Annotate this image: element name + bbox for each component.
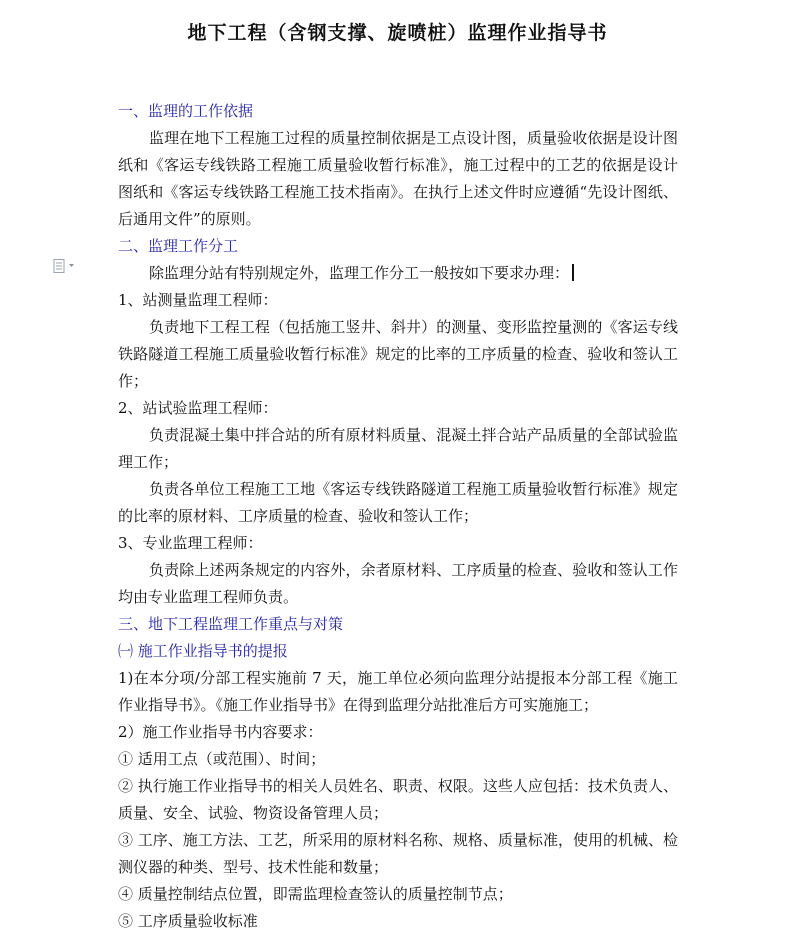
document-title: 地下工程（含钢支撑、旋喷桩）监理作业指导书 [187, 22, 608, 44]
body-paragraph [118, 746, 678, 773]
body-paragraph [118, 476, 678, 530]
body-paragraph [118, 260, 678, 287]
body-paragraph [118, 827, 678, 881]
section-heading [118, 233, 678, 260]
text-cursor [572, 264, 574, 281]
paragraph-text: ⑤ 工序质量验收标准 [118, 912, 258, 930]
paragraph-text: 1、站测量监理工程师： [118, 291, 278, 309]
paragraph-text: 负责除上述两条规定的内容外，余者原材料、工序质量的检查、验收和签认工作均由专业监理工程师负责。 [118, 561, 678, 606]
paragraph-text: 一、监理的工作依据 [118, 102, 254, 120]
body-paragraph [118, 719, 678, 746]
paragraph-text: 负责混凝土集中拌合站的所有原材料质量、混凝土拌合站产品质量的全部试验监理工作； [118, 426, 678, 471]
paragraph-text: 2）施工作业指导书内容要求： [118, 723, 323, 741]
paragraph-text: 1)在本分项/分部工程实施前 7 天，施工单位必须向监理分站提报本分部工程《施工作业指导书》。《施工作业指导书》在得到监理分站批准后方可实施施工； [118, 669, 678, 714]
paragraph-text: ③ 工序、施工方法、工艺，所采用的原材料名称、规格、质量标准，使用的机械、检测仪器的种类、型号、技术性能和数量； [118, 831, 678, 876]
body-paragraph [118, 314, 678, 395]
body-paragraph [118, 395, 678, 422]
paragraph-text: 3、专业监理工程师： [118, 534, 263, 552]
body-paragraph [118, 908, 678, 935]
body-paragraph [118, 422, 678, 476]
paragraph-text: 负责各单位工程施工工地《客运专线铁路隧道工程施工质量验收暂行标准》规定的比率的原材料、工序质量的检查、验收和签认工作； [118, 480, 678, 525]
paragraph-text: ② 执行施工作业指导书的相关人员姓名、职责、权限。这些人应包括：技术负责人、质量、安全、试验、物资设备管理人员； [118, 777, 678, 822]
paragraph-text: 三、地下工程监理工作重点与对策 [118, 615, 344, 633]
paragraph-text: 负责地下工程工程（包括施工竖井、斜井）的测量、变形监控量测的《客运专线铁路隧道工程施工质量验收暂行标准》规定的比率的工序质量的检查、验收和签认工作； [118, 318, 678, 390]
paragraph-text: ① 适用工点（或范围）、时间； [118, 750, 326, 768]
paragraph-text: 除监理分站有特别规定外，监理工作分工一般按如下要求办理： [149, 264, 570, 282]
section-heading [118, 98, 678, 125]
paragraph-text: ㈠ 施工作业指导书的提报 [118, 642, 288, 660]
body-paragraph [118, 665, 678, 719]
paragraph-text: 监理在地下工程施工过程的质量控制依据是工点设计图，质量验收依据是设计图纸和《客运专线铁路工程施工质量验收暂行标准》，施工过程中的工艺的依据是设计图纸和《客运专线铁路工程施工技术指南》。在执行上述文件时应遵循“先设计图纸、后通用文件”的原则。 [118, 129, 678, 228]
paragraph-text: ④ 质量控制结点位置，即需监理检查签认的质量控制节点； [118, 885, 513, 903]
body-paragraph [118, 125, 678, 233]
document-body[interactable] [118, 98, 678, 935]
section-heading [118, 611, 678, 638]
body-paragraph [118, 881, 678, 908]
body-paragraph [118, 530, 678, 557]
paragraph-options-icon[interactable] [52, 258, 82, 274]
body-paragraph [118, 287, 678, 314]
body-paragraph [118, 557, 678, 611]
paragraph-text: 2、站试验监理工程师： [118, 399, 278, 417]
section-heading [118, 638, 678, 665]
body-paragraph [118, 773, 678, 827]
paragraph-text: 二、监理工作分工 [118, 237, 239, 255]
